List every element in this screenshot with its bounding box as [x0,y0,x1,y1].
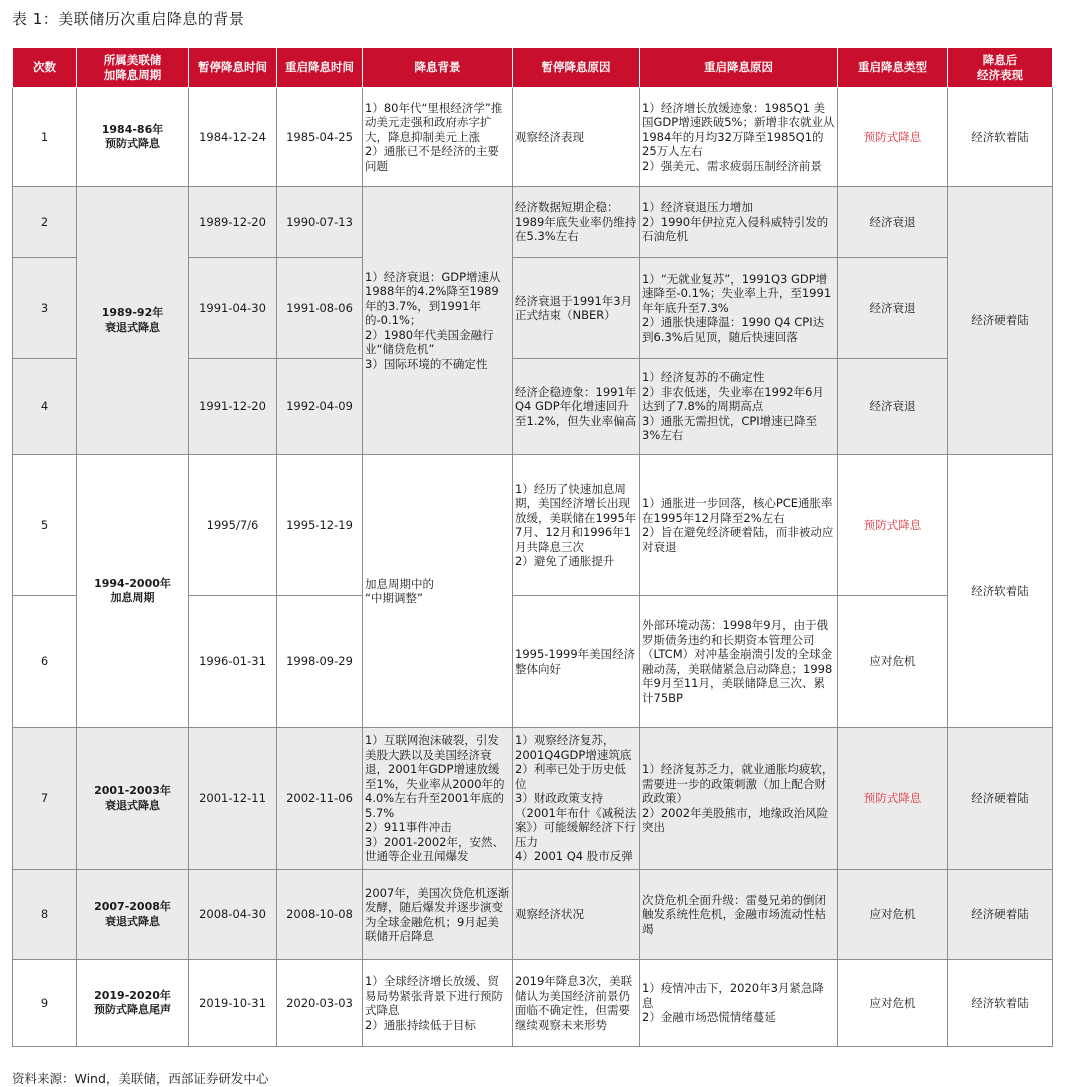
cell-restart-reason: 1）经济衰退压力增加 2）1990年伊拉克入侵科威特引发的石油危机 [640,187,838,258]
cell-num: 5 [13,455,77,596]
header-background: 降息背景 [363,48,513,88]
cell-num: 8 [13,870,77,960]
header-pause-reason: 暂停降息原因 [513,48,640,88]
cell-type: 经济衰退 [838,258,948,359]
cell-num: 3 [13,258,77,359]
cell-restart-date: 1995-12-19 [277,455,363,596]
cell-period: 1989-92年 衰退式降息 [77,187,189,455]
cell-pause-date: 1996-01-31 [189,596,277,728]
cell-restart-date: 1998-09-29 [277,596,363,728]
cell-background: 加息周期中的 “中期调整” [363,455,513,728]
cell-restart-reason: 外部环境动荡：1998年9月，由于俄罗斯债务违约和长期资本管理公司（LTCM）对冲基金崩溃引发的全球金融动荡，美联储紧急启动降息；1998年9月至11月，美联储降息三次、累计75BP [640,596,838,728]
table-row [13,960,1053,1047]
cell-pause-reason: 2019年降息3次，美联储认为美国经济前景仍面临不确定性，但需要继续观察未来形势 [513,960,640,1047]
header-row [13,48,1053,88]
cell-pause-date: 2019-10-31 [189,960,277,1047]
cell-restart-date: 2008-10-08 [277,870,363,960]
cell-pause-date: 1991-12-20 [189,359,277,455]
header-period: 所属美联储 加降息周期 [77,48,189,88]
cell-period: 1984-86年 预防式降息 [77,88,189,187]
table-row [13,728,1053,870]
cell-background: 1）经济衰退：GDP增速从1988年的4.2%降至1989年的3.7%，到1991年的-0.1%； 2）1980年代美国金融行业“储贷危机” 3）国际环境的不确定性 [363,187,513,455]
table-row [13,455,1053,596]
cell-background: 1）80年代“里根经济学”推动美元走强和政府赤字扩大，降息抑制美元上涨 2）通胀已不是经济的主要问题 [363,88,513,187]
cell-type: 应对危机 [838,870,948,960]
cell-type: 经济衰退 [838,187,948,258]
cell-pause-reason: 观察经济状况 [513,870,640,960]
cell-performance: 经济硬着陆 [948,728,1053,870]
header-restart-date: 重启降息时间 [277,48,363,88]
header-performance: 降息后 经济表现 [948,48,1053,88]
cell-restart-reason: 1）疫情冲击下，2020年3月紧急降息 2）金融市场恐慌情绪蔓延 [640,960,838,1047]
rate-cut-history-table [12,47,1053,1047]
header-type: 重启降息类型 [838,48,948,88]
table-title: 表 1：美联储历次重启降息的背景 [12,10,245,28]
cell-background: 1）互联网泡沫破裂，引发美股大跌以及美国经济衰退，2001年GDP增速放缓至1%，失业率从2000年的4.0%左右升至2001年底的5.7% 2）911事件冲击 3）2001-2002年，安然、世通等企业丑闻爆发 [363,728,513,870]
cell-restart-reason: 次贷危机全面升级：雷曼兄弟的倒闭触发系统性危机，金融市场流动性枯竭 [640,870,838,960]
table-row [13,870,1053,960]
cell-performance: 经济软着陆 [948,960,1053,1047]
cell-period: 2007-2008年 衰退式降息 [77,870,189,960]
cell-num: 2 [13,187,77,258]
cell-type: 预防式降息 [838,88,948,187]
cell-restart-date: 2020-03-03 [277,960,363,1047]
cell-type: 预防式降息 [838,455,948,596]
cell-type: 应对危机 [838,596,948,728]
cell-pause-reason: 经济数据短期企稳：1989年底失业率仍维持在5.3%左右 [513,187,640,258]
cell-restart-date: 1991-08-06 [277,258,363,359]
cell-pause-date: 1984-12-24 [189,88,277,187]
cell-pause-reason: 1）观察经济复苏，2001Q4GDP增速筑底 2）利率已处于历史低位 3）财政政策支持（2001年布什《减税法案》）可能缓解经济下行压力 4）2001 Q4 股市反弹 [513,728,640,870]
cell-performance: 经济硬着陆 [948,870,1053,960]
cell-background: 1）全球经济增长放缓、贸易局势紧张背景下进行预防式降息 2）通胀持续低于目标 [363,960,513,1047]
cell-num: 9 [13,960,77,1047]
cell-pause-date: 2008-04-30 [189,870,277,960]
cell-performance: 经济软着陆 [948,88,1053,187]
cell-restart-reason: 1）经济复苏乏力，就业通胀均疲软，需要进一步的政策刺激（加上配合财政政策） 2）2002年美股熊市，地缘政治风险突出 [640,728,838,870]
cell-pause-reason: 经济衰退于1991年3月正式结束（NBER） [513,258,640,359]
table-row [13,88,1053,187]
cell-period: 2001-2003年 衰退式降息 [77,728,189,870]
cell-pause-date: 1995/7/6 [189,455,277,596]
cell-num: 7 [13,728,77,870]
cell-pause-reason: 经济企稳迹象：1991年Q4 GDP年化增速回升至1.2%，但失业率偏高 [513,359,640,455]
cell-pause-reason: 1995-1999年美国经济整体向好 [513,596,640,728]
table-row [13,187,1053,258]
cell-restart-reason: 1）“无就业复苏”，1991Q3 GDP增速降至-0.1%；失业率上升，至1991年年底升至7.3% 2）通胀快速降温：1990 Q4 CPI达到6.3%后见顶，随后快速回落 [640,258,838,359]
source-note: 资料来源：Wind，美联储，西部证券研发中心 [12,1071,269,1086]
cell-period: 2019-2020年 预防式降息尾声 [77,960,189,1047]
cell-pause-reason: 观察经济表现 [513,88,640,187]
cell-restart-date: 1985-04-25 [277,88,363,187]
cell-type: 应对危机 [838,960,948,1047]
cell-pause-date: 1989-12-20 [189,187,277,258]
cell-performance: 经济硬着陆 [948,187,1053,455]
cell-restart-date: 2002-11-06 [277,728,363,870]
header-num: 次数 [13,48,77,88]
header-restart-reason: 重启降息原因 [640,48,838,88]
cell-num: 1 [13,88,77,187]
cell-restart-reason: 1）经济增长放缓迹象：1985Q1 美国GDP增速跌破5%；新增非农就业从1984年的月均32万降至1985Q1的25万人左右 2）强美元、需求疲弱压制经济前景 [640,88,838,187]
cell-performance: 经济软着陆 [948,455,1053,728]
cell-restart-reason: 1）经济复苏的不确定性 2）非农低迷，失业率在1992年6月达到了7.8%的周期高点 3）通胀无需担忧，CPI增速已降至3%左右 [640,359,838,455]
header-pause-date: 暂停降息时间 [189,48,277,88]
cell-pause-date: 1991-04-30 [189,258,277,359]
cell-background: 2007年，美国次贷危机逐渐发酵，随后爆发并逐步演变为全球金融危机；9月起美联储开启降息 [363,870,513,960]
cell-pause-date: 2001-12-11 [189,728,277,870]
cell-num: 4 [13,359,77,455]
cell-pause-reason: 1）经历了快速加息周期，美国经济增长出现放缓，美联储在1995年7月、12月和1996年1月共降息三次 2）避免了通胀提升 [513,455,640,596]
cell-num: 6 [13,596,77,728]
cell-period: 1994-2000年 加息周期 [77,455,189,728]
cell-restart-date: 1992-04-09 [277,359,363,455]
cell-type: 经济衰退 [838,359,948,455]
cell-restart-reason: 1）通胀进一步回落，核心PCE通胀率在1995年12月降至2%左右 2）旨在避免经济硬着陆，而非被动应对衰退 [640,455,838,596]
cell-restart-date: 1990-07-13 [277,187,363,258]
cell-type: 预防式降息 [838,728,948,870]
